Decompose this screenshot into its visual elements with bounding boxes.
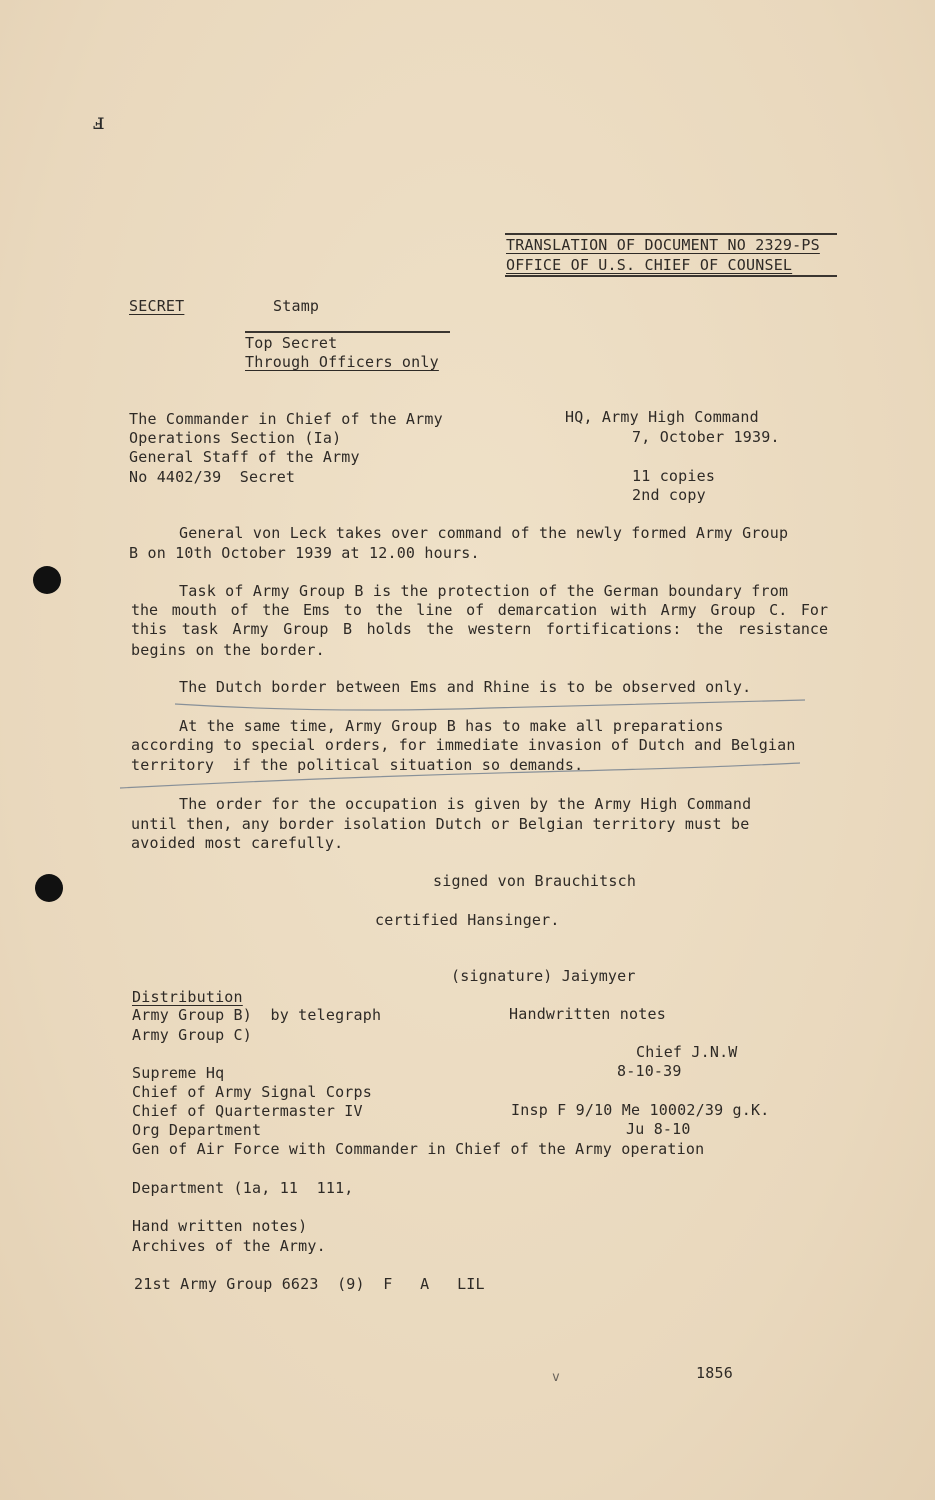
handwritten-notes-date: 8-10-39 — [617, 1062, 682, 1080]
paragraph-5-line-1: The order for the occupation is given by the Army High Command — [179, 795, 752, 813]
sender-line-1: The Commander in Chief of the Army — [129, 410, 443, 428]
paragraph-2-line-4: begins on the border. — [131, 641, 325, 659]
distribution-army-group-21: 21st Army Group 6623 (9) F A LIL — [134, 1275, 485, 1293]
office-line: OFFICE OF U.S. CHIEF OF COUNSEL — [506, 256, 793, 274]
handwritten-notes-chief: Chief J.N.W — [636, 1043, 738, 1061]
paragraph-1-line-1: General von Leck takes over command of the newly formed Army Group — [179, 524, 789, 542]
header-bottom-rule — [505, 275, 837, 277]
distribution-department: Department (1a, 11 111, — [132, 1179, 354, 1197]
date-line: 7, October 1939. — [632, 428, 780, 446]
footer-mark: v — [552, 1370, 561, 1385]
distribution-org-department: Org Department — [132, 1121, 262, 1139]
copy-number-line: 2nd copy — [632, 486, 706, 504]
paragraph-2-line-2 — [131, 601, 828, 621]
punch-hole-bottom — [35, 874, 63, 902]
pencil-underline-1 — [170, 696, 810, 716]
distribution-air-force: Gen of Air Force with Commander in Chief of the Army operation — [132, 1140, 705, 1158]
distribution-archives: Archives of the Army. — [132, 1237, 326, 1255]
paragraph-1-line-2: B on 10th October 1939 at 12.00 hours. — [129, 544, 480, 562]
page-number: 1856 — [696, 1364, 733, 1382]
handwritten-notes-insp: Insp F 9/10 Me 10002/39 g.K. — [511, 1101, 770, 1119]
pencil-underline-2 — [115, 760, 805, 796]
distribution-quartermaster: Chief of Quartermaster IV — [132, 1102, 363, 1120]
paragraph-5-line-3: avoided most carefully. — [131, 834, 344, 852]
handwritten-notes-ju: Ju 8-10 — [626, 1120, 691, 1138]
sender-line-4: No 4402/39 Secret — [129, 468, 296, 486]
sender-line-2: Operations Section (Ia) — [129, 429, 342, 447]
certified-line: certified Hansinger. — [375, 911, 560, 929]
distribution-signal-corps: Chief of Army Signal Corps — [132, 1083, 372, 1101]
paragraph-2-line-3-text: this task Army Group B holds the western fortifications: the resistance — [131, 620, 828, 638]
paragraph-4-line-1: At the same time, Army Group B has to make all preparations — [179, 717, 724, 735]
paragraph-2-line-3 — [131, 620, 828, 640]
distribution-handwritten: Hand written notes) — [132, 1217, 308, 1235]
paragraph-5-line-2: until then, any border isolation Dutch or Belgian territory must be — [131, 815, 750, 833]
distribution-supreme-hq: Supreme Hq — [132, 1064, 225, 1082]
stamp-rule — [245, 331, 450, 333]
signature-line: (signature) Jaiymyer — [451, 967, 636, 985]
punch-hole-top — [33, 566, 61, 594]
translation-line: TRANSLATION OF DOCUMENT NO 2329-PS — [506, 236, 820, 254]
through-officers-label: Through Officers only — [245, 353, 439, 371]
header-top-rule — [505, 233, 837, 235]
paragraph-3-line-1: The Dutch border between Ems and Rhine is to be observed only. — [179, 678, 752, 696]
stamp-label: Stamp — [273, 297, 320, 315]
signed-line: signed von Brauchitsch — [433, 872, 637, 890]
copies-line: 11 copies — [632, 467, 716, 485]
distribution-army-group-b: Army Group B) by telegraph — [132, 1006, 382, 1024]
pencil-mark: ⅎ — [93, 110, 105, 135]
secret-label: SECRET — [129, 297, 185, 315]
paragraph-4-line-2: according to special orders, for immediate invasion of Dutch and Belgian — [131, 736, 796, 754]
sender-line-3: General Staff of the Army — [129, 448, 360, 466]
distribution-heading: Distribution — [132, 988, 243, 1006]
top-secret-label: Top Secret — [245, 334, 338, 352]
hq-line: HQ, Army High Command — [565, 408, 759, 426]
paragraph-2-line-2-text: the mouth of the Ems to the line of demarcation with Army Group C. For — [131, 601, 828, 619]
handwritten-notes-title: Handwritten notes — [509, 1005, 666, 1023]
distribution-army-group-c: Army Group C) — [132, 1026, 252, 1044]
paragraph-4-line-3: territory if the political situation so demands. — [131, 756, 584, 774]
paragraph-2-line-1: Task of Army Group B is the protection of the German boundary from — [179, 582, 789, 600]
